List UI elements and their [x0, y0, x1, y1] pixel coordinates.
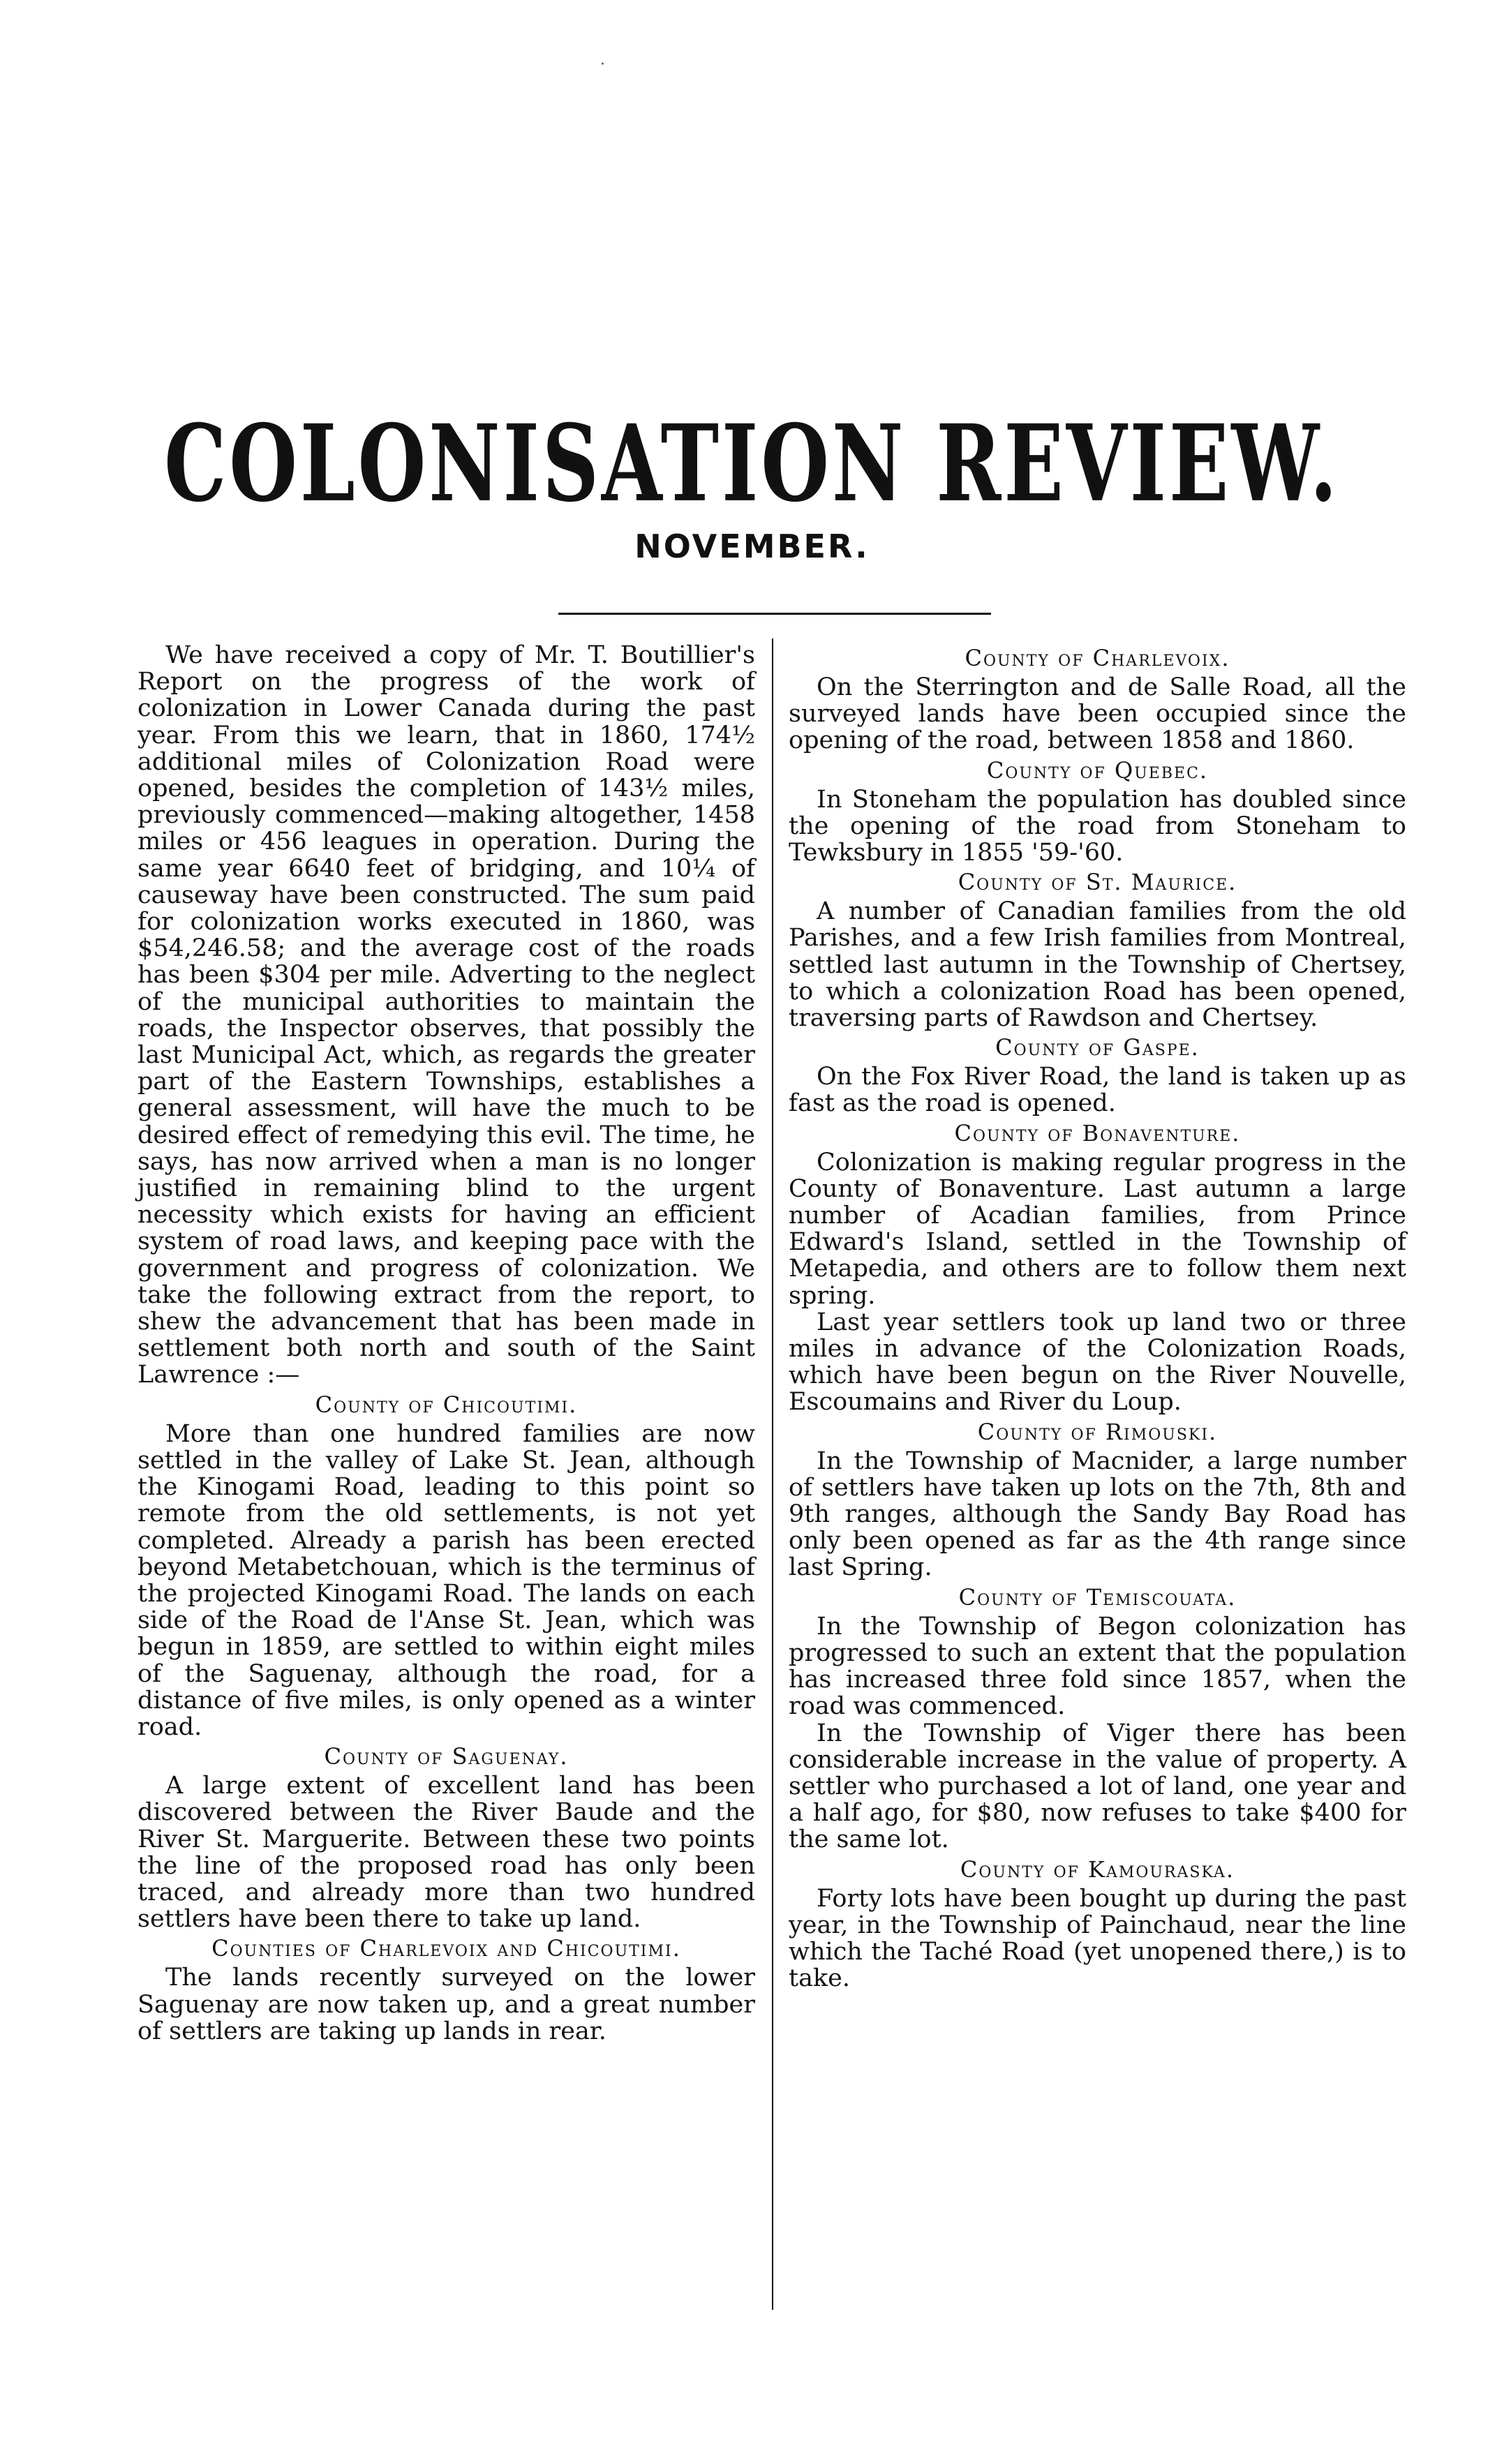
page-title: COLONISATION REVIEW.	[164, 402, 1340, 526]
section-heading-charlevoix-chicoutimi: Counties of Charlevoix and Chicoutimi.	[211, 1935, 681, 1962]
section-heading-charlevoix: County of Charlevoix.	[965, 645, 1230, 671]
section-text-bonaventure-1: Colonization is making regular progress in the County of Bonaventure. Last autumn a large number of Acadian families, from Prince Edward's Island, settled in the Township of Metapedia, and others are to follow them next spring.	[789, 1148, 1406, 1310]
intro-paragraph: We have received a copy of Mr. T. Boutillier's Report on the progress of the work of colonization in Lower Canada during the past year. From this we learn, that in 1860, 174½ additional miles of Colonization Road were opened, besides the completion of 143½ miles, previously commenced—making altogether, 1458 miles or 456 leagues in operation. During the same year 6640 feet of bridging, and 10¼ of causeway have been constructed. The sum paid for colonization works executed in 1860, was $54,246.58; and the average cost of the roads has been $304 per mile. Adverting to the neglect of the municipal authorities to maintain the roads, the Inspector observes, that possibly the last Municipal Act, which, as regards the greater part of the Eastern Townships, establishes a general assessment, will have the much to be desired effect of remedying this evil. The time, he says, has now arrived when a man is no longer justified in remaining blind to the urgent necessity which exists for having an efficient system of road laws, and keeping pace with the government and progress of colonization. We take the following extract from the report, to shew the advancement that has been made in settlement both north and south of the Saint Lawrence :—	[137, 641, 755, 1389]
section-text-saguenay: A large extent of excellent land has been discovered between the River Baude and the River St. Marguerite. Between these two points the line of the proposed road has only been traced, and already more than two hundred settlers have been there to take up land.	[137, 1772, 755, 1934]
column-divider	[772, 639, 773, 2310]
section-text-kamouraska: Forty lots have been bought up during the past year, in the Township of Painchaud, near the line which the Taché Road (yet unopened there,) is to take.	[789, 1884, 1406, 1993]
section-text-temiscouata-2: In the Township of Viger there has been considerable increase in the value of property. A settler who purchased a lot of land, one year and a half ago, for $80, now refuses to take $400 for the same lot.	[789, 1719, 1406, 1854]
section-heading-st-maurice: County of St. Maurice.	[958, 869, 1237, 896]
page-subtitle: NOVEMBER.	[634, 528, 870, 565]
section-heading-saguenay: County of Saguenay.	[324, 1743, 569, 1770]
section-text-temiscouata-1: In the Township of Begon colonization has progressed to such an extent that the population has increased three fold since 1857, when the road was commenced.	[789, 1612, 1406, 1721]
scan-speck: ·	[600, 56, 605, 73]
section-heading-bonaventure: County of Bonaventure.	[954, 1119, 1241, 1147]
left-column	[137, 642, 755, 2045]
section-text-gaspe: On the Fox River Road, the land is taken up as fast as the road is opened.	[789, 1063, 1406, 1118]
section-text-bonaventure-2: Last year settlers took up land two or three miles in advance of the Colonization Roads, which have been begun on the River Nouvelle, Escoumains and River du Loup.	[789, 1308, 1406, 1417]
section-heading-kamouraska: County of Kamouraska.	[960, 1856, 1235, 1883]
section-text-rimouski: In the Township of Macnider, a large number of settlers have taken up lots on the 7th, 8th and 9th ranges, although the Sandy Bay Road has only been opened as far as the 4th range since last Spring.	[789, 1447, 1406, 1582]
section-text-chicoutimi: More than one hundred families are now settled in the valley of Lake St. Jean, although the Kinogami Road, leading to this point so remote from the old settlements, is not yet completed. Already a parish has been erected beyond Metabetchouan, which is the terminus of the projected Kinogami Road. The lands on each side of the Road de l'Anse St. Jean, which was begun in 1859, are settled to within eight miles of the Saguenay, although the road, for a distance of five miles, is only opened as a winter road.	[137, 1419, 755, 1741]
section-heading-quebec: County of Quebec.	[986, 756, 1209, 784]
section-text-st-maurice: A number of Canadian families from the old Parishes, and a few Irish families from Montreal, settled last autumn in the Township of Chertsey, to which a colonization Road has been opened, traversing parts of Rawdson and Chertsey.	[789, 897, 1406, 1033]
right-column	[789, 642, 1406, 1992]
section-text-charlevoix: On the Sterrington and de Salle Road, all the surveyed lands have been occupied since the opening of the road, between 1858 and 1860.	[789, 673, 1406, 755]
section-text-charlevoix-chicoutimi: The lands recently surveyed on the lower Saguenay are now taken up, and a great number of settlers are taking up lands in rear.	[137, 1964, 755, 2045]
section-heading-chicoutimi: County of Chicoutimi.	[315, 1391, 578, 1418]
title-rule	[558, 613, 991, 615]
section-heading-temiscouata: County of Temiscouata.	[958, 1583, 1237, 1611]
section-heading-rimouski: County of Rimouski.	[977, 1418, 1218, 1445]
section-heading-gaspe: County of Gaspe.	[995, 1034, 1200, 1061]
section-text-quebec: In Stoneham the population has doubled since the opening of the road from Stoneham to Tewksbury in 1855 '59-'60.	[789, 785, 1406, 867]
